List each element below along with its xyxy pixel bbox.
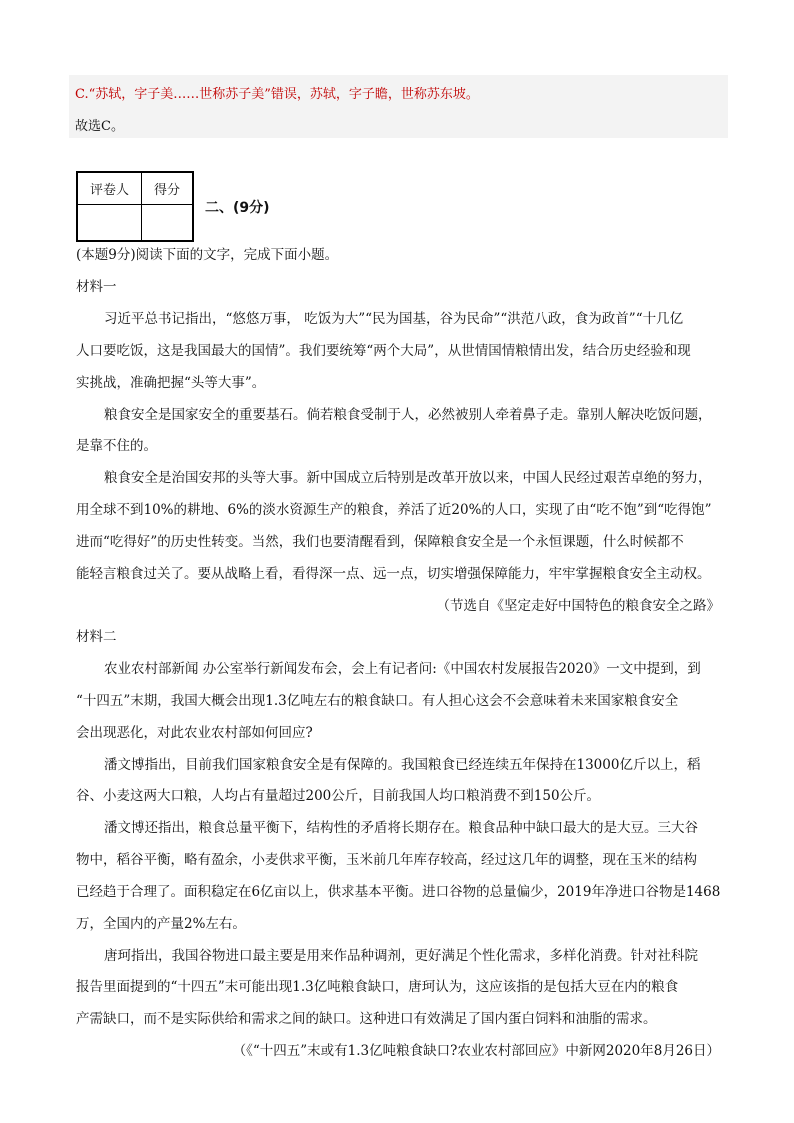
score-cell <box>142 205 194 242</box>
paragraph-line: “十四五”末期，我国大概会出现1.3亿吨左右的粮食缺口。有人担心这会不会意味着未来国家粮食安全 <box>76 693 679 709</box>
paragraph-line: 报告里面提到的“十四五”末可能出现1.3亿吨粮食缺口，唐珂认为，这应该指的是包括大豆在内的粮食 <box>76 979 679 995</box>
paragraph-line: 潘文博指出，目前我们国家粮食安全是有保障的。我国粮食已经连续五年保持在13000亿斤以上，稻 <box>104 757 701 773</box>
answer-explanation-box <box>69 75 728 138</box>
paragraph-line: 是靠不住的。 <box>76 438 157 454</box>
score-label: 得分 <box>142 172 194 205</box>
paragraph-line: 唐珂指出，我国谷物进口最主要是用来作品种调剂，更好满足个性化需求，多样化消费。针对社科院 <box>104 948 698 964</box>
paragraph-line: 人口要吃饭，这是我国最大的国情”。我们要统筹“两个大局”，从世情国情粮情出发，结合历史经验和现 <box>76 343 691 359</box>
material2-source: （《“十四五”末或有1.3亿吨粮食缺口?农业农村部回应》中新网2020年8月26日） <box>232 1043 720 1059</box>
paragraph-line: 谷、小麦这两大口粮，人均占有量超过200公斤，目前我国人均口粮消费不到150公斤。 <box>76 788 601 804</box>
paragraph-line: 潘文博还指出，粮食总量平衡下，结构性的矛盾将长期存在。粮食品种中缺口最大的是大豆。三大谷 <box>104 820 698 836</box>
grader-label: 评卷人 <box>77 172 142 205</box>
answer-choice: 故选C。 <box>75 119 124 134</box>
paragraph-line: 用全球不到10%的耕地、6%的淡水资源生产的粮食，养活了近20%的人口，实现了由“吃不饱”到“吃得饱” <box>76 502 712 518</box>
paragraph-line: 万，全国内的产量2%左右。 <box>76 916 246 932</box>
answer-explanation: C.“苏轼，字子美……世称苏子美”错误，苏轼，字子瞻，世称苏东坡。 <box>75 87 479 102</box>
paragraph-line: 实挑战，准确把握“头等大事”。 <box>76 375 266 391</box>
paragraph-line: 已经趋于合理了。面积稳定在6亿亩以上，供求基本平衡。进口谷物的总量偏少，2019年净进口谷物是1468 <box>76 884 721 900</box>
section-title: 二、(9分) <box>205 200 270 216</box>
paragraph-line: 粮食安全是国家安全的重要基石。倘若粮食受制于人，必然被别人牵着鼻子走。靠别人解决吃饭问题， <box>104 407 712 423</box>
paragraph-line: 农业农村部新闻 办公室举行新闻发布会，会上有记者问:《中国农村发展报告2020》一文中提到，到 <box>104 661 701 677</box>
score-table <box>76 171 194 242</box>
paragraph-line: 习近平总书记指出，“悠悠万事， 吃饭为大”“民为国基，谷为民命”“洪范八政，食为政首”“十几亿 <box>104 311 684 327</box>
paragraph-line: 进而“吃得好”的历史性转变。当然，我们也要清醒看到，保障粮食安全是一个永恒课题，什么时候都不 <box>76 534 684 550</box>
grader-cell <box>77 205 142 242</box>
paragraph-line: 产需缺口，而不是实际供给和需求之间的缺口。这种进口有效满足了国内蛋白饲料和油脂的需求。 <box>76 1011 657 1027</box>
material2-label: 材料二 <box>76 629 117 645</box>
paragraph-line: 会出现恶化，对此农业农村部如何回应? <box>76 725 313 741</box>
paragraph-line: 能轻言粮食过关了。要从战略上看，看得深一点、远一点，切实增强保障能力，牢牢掌握粮食安全主动权。 <box>76 566 711 582</box>
question-intro: (本题9分)阅读下面的文字，完成下面小题。 <box>76 247 339 263</box>
paragraph-line: 粮食安全是治国安邦的头等大事。新中国成立后特别是改革开放以来，中国人民经过艰苦卓绝的努力， <box>104 470 712 486</box>
paragraph-line: 物中，稻谷平衡，略有盈余，小麦供求平衡，玉米前几年库存较高，经过这几年的调整，现在玉米的结构 <box>76 852 697 868</box>
material1-label: 材料一 <box>76 279 117 295</box>
material1-source: （节选自《坚定走好中国特色的粮食安全之路》 <box>436 598 720 614</box>
